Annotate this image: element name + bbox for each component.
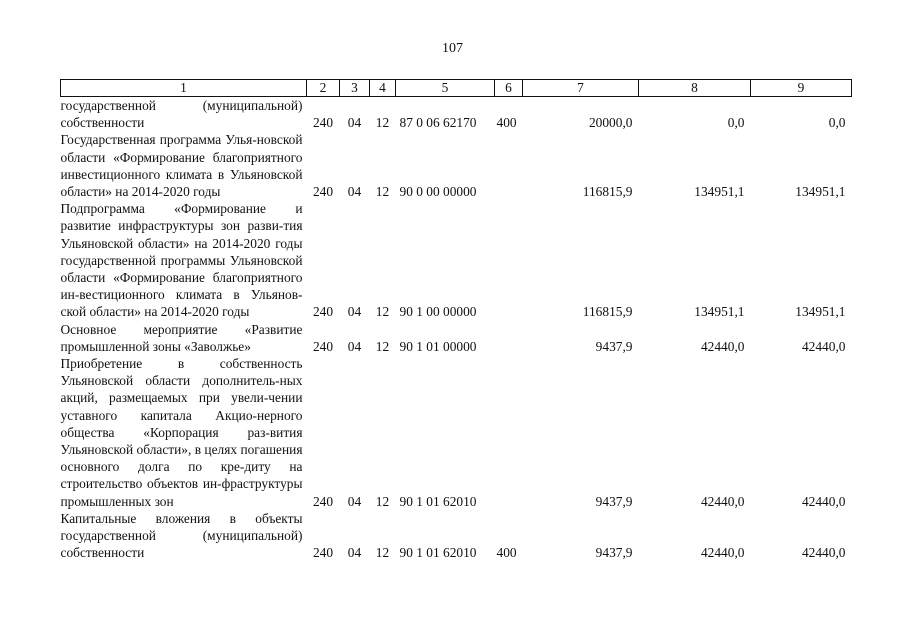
budget-table [60, 79, 852, 561]
column-header: 7 [523, 80, 639, 97]
column-number-row [61, 80, 852, 97]
amount-col8: 134951,1 [694, 304, 745, 320]
amount-col8: 0,0 [727, 115, 745, 131]
expense-type-code [495, 200, 523, 320]
item-name: Приобретение в собственность Ульяновской области дополнитель-ных акций, размещаемых при увели-чении уставного капитала Акцио-нерного общества «Корпорация раз-вития Ульяновской области», в целях погашения основного долга по кре-диту на строительство объектов ин-фраструктуры промышленных зон [60, 356, 303, 509]
amount-col7: 20000,0 [588, 115, 633, 131]
ministry-code: 240 [312, 493, 334, 509]
item-name: государственной (муниципальной) собственности [60, 98, 303, 131]
column-header: 4 [370, 80, 396, 97]
ministry-code: 240 [312, 304, 334, 320]
amount-col8: 134951,1 [694, 184, 745, 200]
amount-col7: 9437,9 [595, 545, 633, 561]
expense-type-code [495, 355, 523, 510]
section-code: 04 [347, 304, 362, 320]
expense-type-code [495, 131, 523, 200]
amount-col9: 134951,1 [795, 184, 846, 200]
table-row [61, 131, 852, 200]
column-header: 6 [495, 80, 523, 97]
column-header: 1 [61, 80, 307, 97]
amount-col9: 0,0 [828, 115, 846, 131]
ministry-code: 240 [312, 115, 334, 131]
amount-col7: 116815,9 [582, 304, 633, 320]
subsection-code: 12 [375, 304, 390, 320]
amount-col7: 116815,9 [582, 184, 633, 200]
item-name: Государственная программа Улья-новской области «Формирование благоприятного инвестиционного климата в Ульяновской области» на 2014-2020 годы [60, 132, 303, 200]
expense-type-code: 400 [496, 545, 517, 561]
amount-col9: 42440,0 [801, 545, 846, 561]
item-name: Капитальные вложения в объекты государственной (муниципальной) собственности [60, 510, 303, 561]
target-article-code: 90 1 00 00000 [399, 304, 477, 320]
target-article-code: 90 0 00 00000 [399, 184, 477, 200]
subsection-code: 12 [375, 115, 390, 131]
subsection-code: 12 [375, 338, 390, 354]
page-number: 107 [442, 41, 463, 56]
amount-col9: 42440,0 [801, 338, 846, 354]
table-header [61, 80, 852, 97]
column-header: 3 [340, 80, 370, 97]
table-row [61, 321, 852, 355]
target-article-code: 90 1 01 62010 [399, 545, 477, 561]
column-header: 8 [639, 80, 751, 97]
table-row [61, 200, 852, 320]
item-name: Основное мероприятие «Развитие промышленной зоны «Заволжье» [60, 321, 303, 354]
ministry-code: 240 [312, 338, 334, 354]
target-article-code: 90 1 01 00000 [399, 338, 477, 354]
subsection-code: 12 [375, 545, 390, 561]
column-header: 9 [751, 80, 852, 97]
amount-col9: 134951,1 [795, 304, 846, 320]
table-row [61, 97, 852, 132]
subsection-code: 12 [375, 493, 390, 509]
expense-type-code [495, 321, 523, 355]
item-name: Подпрограмма «Формирование и развитие инфраструктуры зон разви-тия Ульяновской области» на 2014-2020 годы государственной программы Ульяновской области «Формирование благоприятного ин-вестиционного климата в Ульянов-ской области» на 2014-2020 годы [60, 201, 303, 320]
section-code: 04 [347, 493, 362, 509]
subsection-code: 12 [375, 184, 390, 200]
amount-col8: 42440,0 [700, 338, 745, 354]
section-code: 04 [347, 115, 362, 131]
section-code: 04 [347, 545, 362, 561]
table-row [61, 355, 852, 510]
expense-type-code: 400 [496, 115, 517, 131]
amount-col8: 42440,0 [700, 545, 745, 561]
target-article-code: 90 1 01 62010 [399, 493, 477, 509]
table-row [61, 510, 852, 562]
target-article-code: 87 0 06 62170 [399, 115, 477, 131]
column-header: 2 [307, 80, 340, 97]
amount-col8: 42440,0 [700, 493, 745, 509]
column-header: 5 [396, 80, 495, 97]
amount-col7: 9437,9 [595, 493, 633, 509]
section-code: 04 [347, 184, 362, 200]
amount-col7: 9437,9 [595, 338, 633, 354]
amount-col9: 42440,0 [801, 493, 846, 509]
ministry-code: 240 [312, 184, 334, 200]
section-code: 04 [347, 338, 362, 354]
ministry-code: 240 [312, 545, 334, 561]
